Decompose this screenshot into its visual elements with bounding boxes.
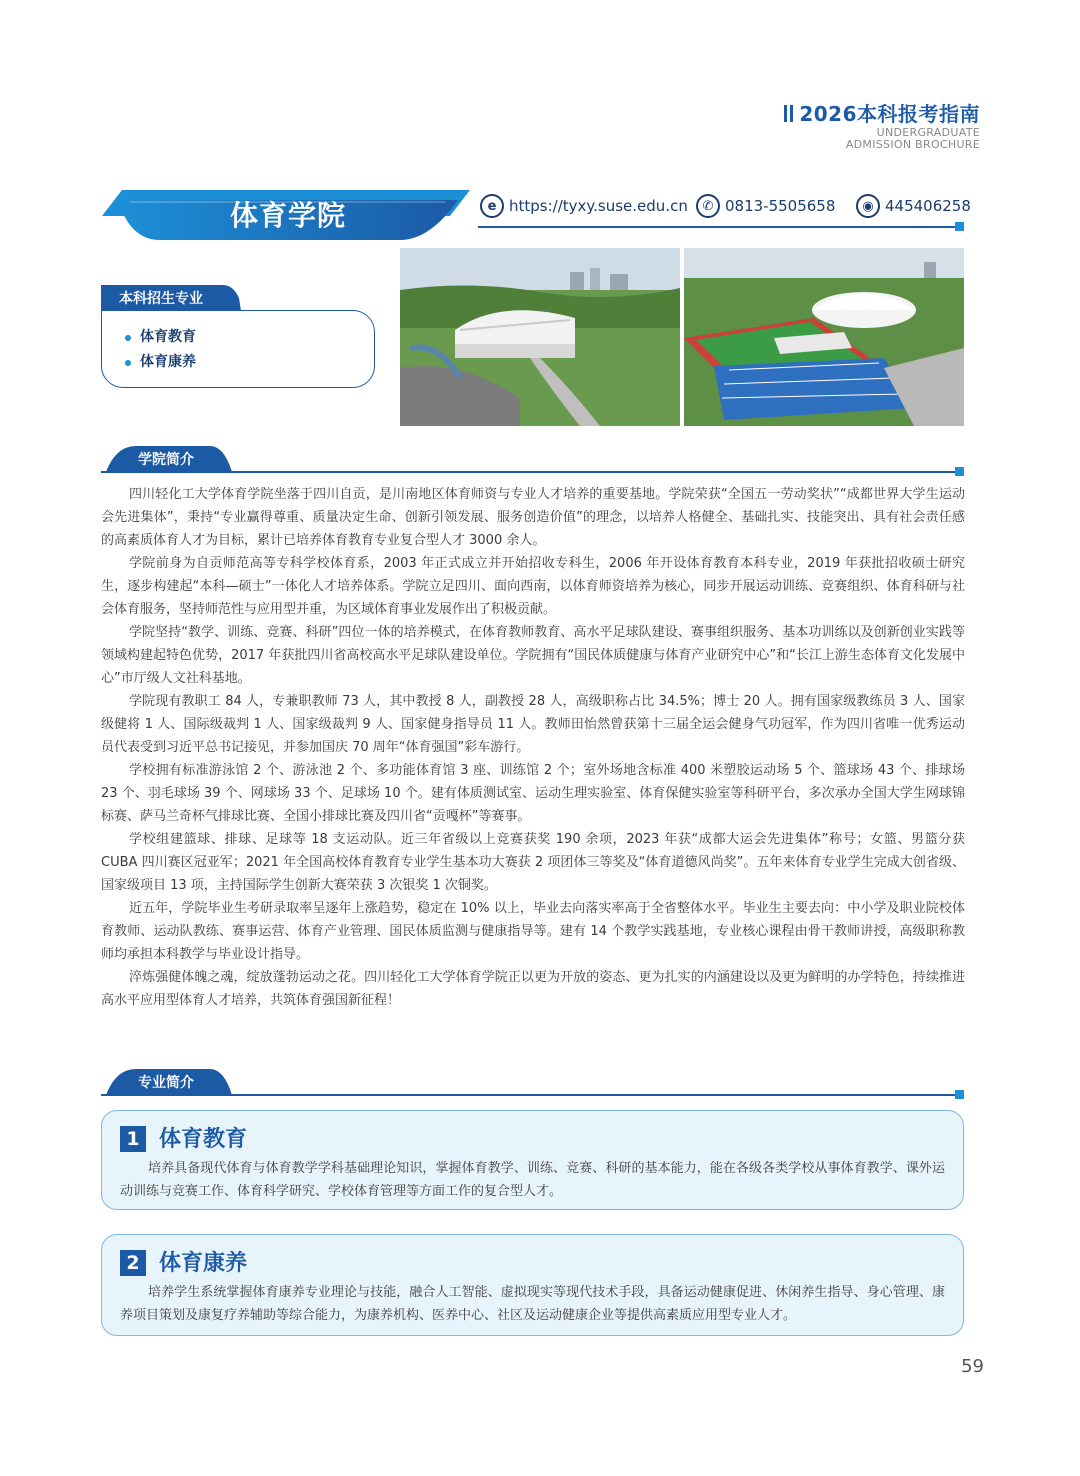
intro-underline-square <box>955 467 964 476</box>
major-card-pe-education <box>101 1110 964 1210</box>
major-list-item: 体育康养 <box>140 350 374 375</box>
college-name: 体育学院 <box>229 199 346 232</box>
contact-bar <box>480 194 971 224</box>
major-number-badge: 1 <box>120 1126 146 1152</box>
intro-underline <box>101 471 961 473</box>
website-contact[interactable] <box>480 194 688 218</box>
intro-paragraph: 学院前身为自贡师范高等专科学校体育系，2003 年正式成立并开始招收专科生，2006 年开设体育教育本科专业，2019 年获批招收硕士研究生，逐步构建起“本科—硕士”一体化人才培养体系。学院立足四川、面向西南，以体育师资培养为核心，同步开展运动训练、竞赛组织、体育科研与社会体育服务，坚持师范性与应用型并重，为区域体育事业发展作出了积极贡献。 <box>101 556 965 617</box>
intro-paragraph: 学校拥有标准游泳馆 2 个、游泳池 2 个、多功能体育馆 3 座、训练馆 2 个；室外场地含标准 400 米塑胶运动场 5 个、篮球场 43 个、排球场 23 个、羽毛球场 39 个、网球场 33 个、足球场 10 个。建有体质测试室、运动生理实验室、体育保健实验室等科研平台，多次承办全国大学生网球锦标赛、萨马兰奇杯气排球比赛、全国小排球比赛及四川省“贡嘎杯”等赛事。 <box>101 763 965 824</box>
majors-list <box>102 325 374 375</box>
major-intro-tab-label: 专业简介 <box>138 1075 194 1091</box>
college-title-banner <box>100 188 476 242</box>
intro-paragraph: 淬炼强健体魄之魂，绽放蓬勃运动之花。四川轻化工大学体育学院正以更为开放的姿态、更为扎实的内涵建设以及更为鲜明的办学特色，持续推进高水平应用型体育人才培养，共筑体育强国新征程！ <box>101 970 965 1008</box>
major-intro-underline-square <box>955 1090 964 1099</box>
page-number: 59 <box>961 1356 984 1377</box>
major-number-badge: 2 <box>120 1250 146 1276</box>
qq-icon: ◉ <box>856 194 880 218</box>
phone-text: 0813-5505658 <box>725 197 836 215</box>
intro-paragraph: 近五年，学院毕业生考研录取率呈逐年上涨趋势，稳定在 10% 以上，毕业去向落实率高于全省整体水平。毕业生主要去向：中小学及职业院校体育教师、运动队教练、赛事运营、体育产业管理、国民体质监测与健康指导等。建有 14 个教学实践基地，专业核心课程由骨干教师讲授，高级职称教师均承担本科教学与毕业设计指导。 <box>101 901 965 962</box>
web-icon: e <box>480 194 504 218</box>
intro-text <box>101 483 965 1012</box>
intro-paragraph: 四川轻化工大学体育学院坐落于四川自贡，是川南地区体育师资与专业人才培养的重要基地。学院荣获“全国五一劳动奖状”“成都世界大学生运动会先进集体”，秉持“专业赢得尊重、质量决定生命、创新引领发展、服务创造价值”的理念，以培养人格健全、基础扎实、技能突出、具有社会责任感的高素质体育人才为目标，累计已培养体育教育专业复合型人才 3000 余人。 <box>101 487 965 548</box>
major-card-title: 体育康养 <box>159 1251 248 1276</box>
qq-text: 445406258 <box>885 197 971 215</box>
campus-photo-sports-field <box>684 248 964 426</box>
major-card-pe-wellness <box>101 1234 964 1336</box>
qq-contact <box>856 194 971 218</box>
intro-tab-label: 学院简介 <box>138 452 194 468</box>
double-bar-icon <box>784 105 793 122</box>
major-card-title: 体育教育 <box>159 1127 248 1152</box>
phone-contact <box>696 194 835 218</box>
phone-icon: ✆ <box>696 194 720 218</box>
major-list-item: 体育教育 <box>140 325 374 350</box>
campus-photo-stadium <box>400 248 680 426</box>
intro-paragraph: 学院现有教职工 84 人，专兼职教师 73 人，其中教授 8 人，副教授 28 人，高级职称占比 34.5%；博士 20 人。拥有国家级教练员 3 人、国家级健将 1 人、国际级裁判 1 人、国家级裁判 9 人、国家健身指导员 11 人。教师田怡然曾获第十三届全运会健身气功冠军，作为四川省唯一优秀运动员代表受到习近平总书记接见，并参加国庆 70 周年“体育强国”彩车游行。 <box>101 694 965 755</box>
brochure-title: 2026本科报考指南 <box>784 98 980 127</box>
intro-paragraph: 学院坚持“教学、训练、竞赛、科研”四位一体的培养模式，在体育教师教育、高水平足球队建设、赛事组织服务、基本功训练以及创新创业实践等领域构建起特色优势，2017 年获批四川省高校高水平足球队建设单位。学院拥有“国民体质健康与体育产业研究中心”和“长江上游生态体育文化发展中心”市厅级人文社科基地。 <box>101 625 965 686</box>
major-card-description: 培养具备现代体育与体育教学学科基础理论知识，掌握体育教学、训练、竞赛、科研的基本能力，能在各级各类学校从事体育教学、课外运动训练与竞赛工作、体育科学研究、学校体育管理等方面工作的复合型人才。 <box>120 1161 945 1199</box>
contact-underline-square <box>955 222 964 231</box>
majors-list-box <box>101 310 375 388</box>
website-text[interactable]: https://tyxy.suse.edu.cn <box>509 197 688 215</box>
brochure-header <box>784 98 980 151</box>
brochure-en-1: UNDERGRADUATE <box>876 126 980 139</box>
contact-underline <box>478 226 960 228</box>
major-intro-tab <box>106 1069 232 1095</box>
major-intro-underline <box>101 1094 961 1096</box>
majors-tab <box>101 285 241 311</box>
majors-tab-label: 本科招生专业 <box>119 291 203 307</box>
brochure-en-2: ADMISSION BROCHURE <box>845 138 980 151</box>
intro-tab <box>106 446 232 472</box>
intro-paragraph: 学校组建篮球、排球、足球等 18 支运动队。近三年省级以上竞赛获奖 190 余项，2023 年获“成都大运会先进集体”称号；女篮、男篮分获 CUBA 四川赛区冠亚军；2021 年全国高校体育教育专业学生基本功大赛获 2 项团体三等奖及“体育道德风尚奖”。五年来体育专业学生完成大创省级、国家级项目 13 项，主持国际学生创新大赛荣获 3 次银奖 1 次铜奖。 <box>101 832 965 893</box>
major-card-description: 培养学生系统掌握体育康养专业理论与技能，融合人工智能、虚拟现实等现代技术手段，具备运动健康促进、休闲养生指导、身心管理、康养项目策划及康复疗养辅助等综合能力，为康养机构、医养中心、社区及运动健康企业等提供高素质应用型专业人才。 <box>120 1285 945 1323</box>
